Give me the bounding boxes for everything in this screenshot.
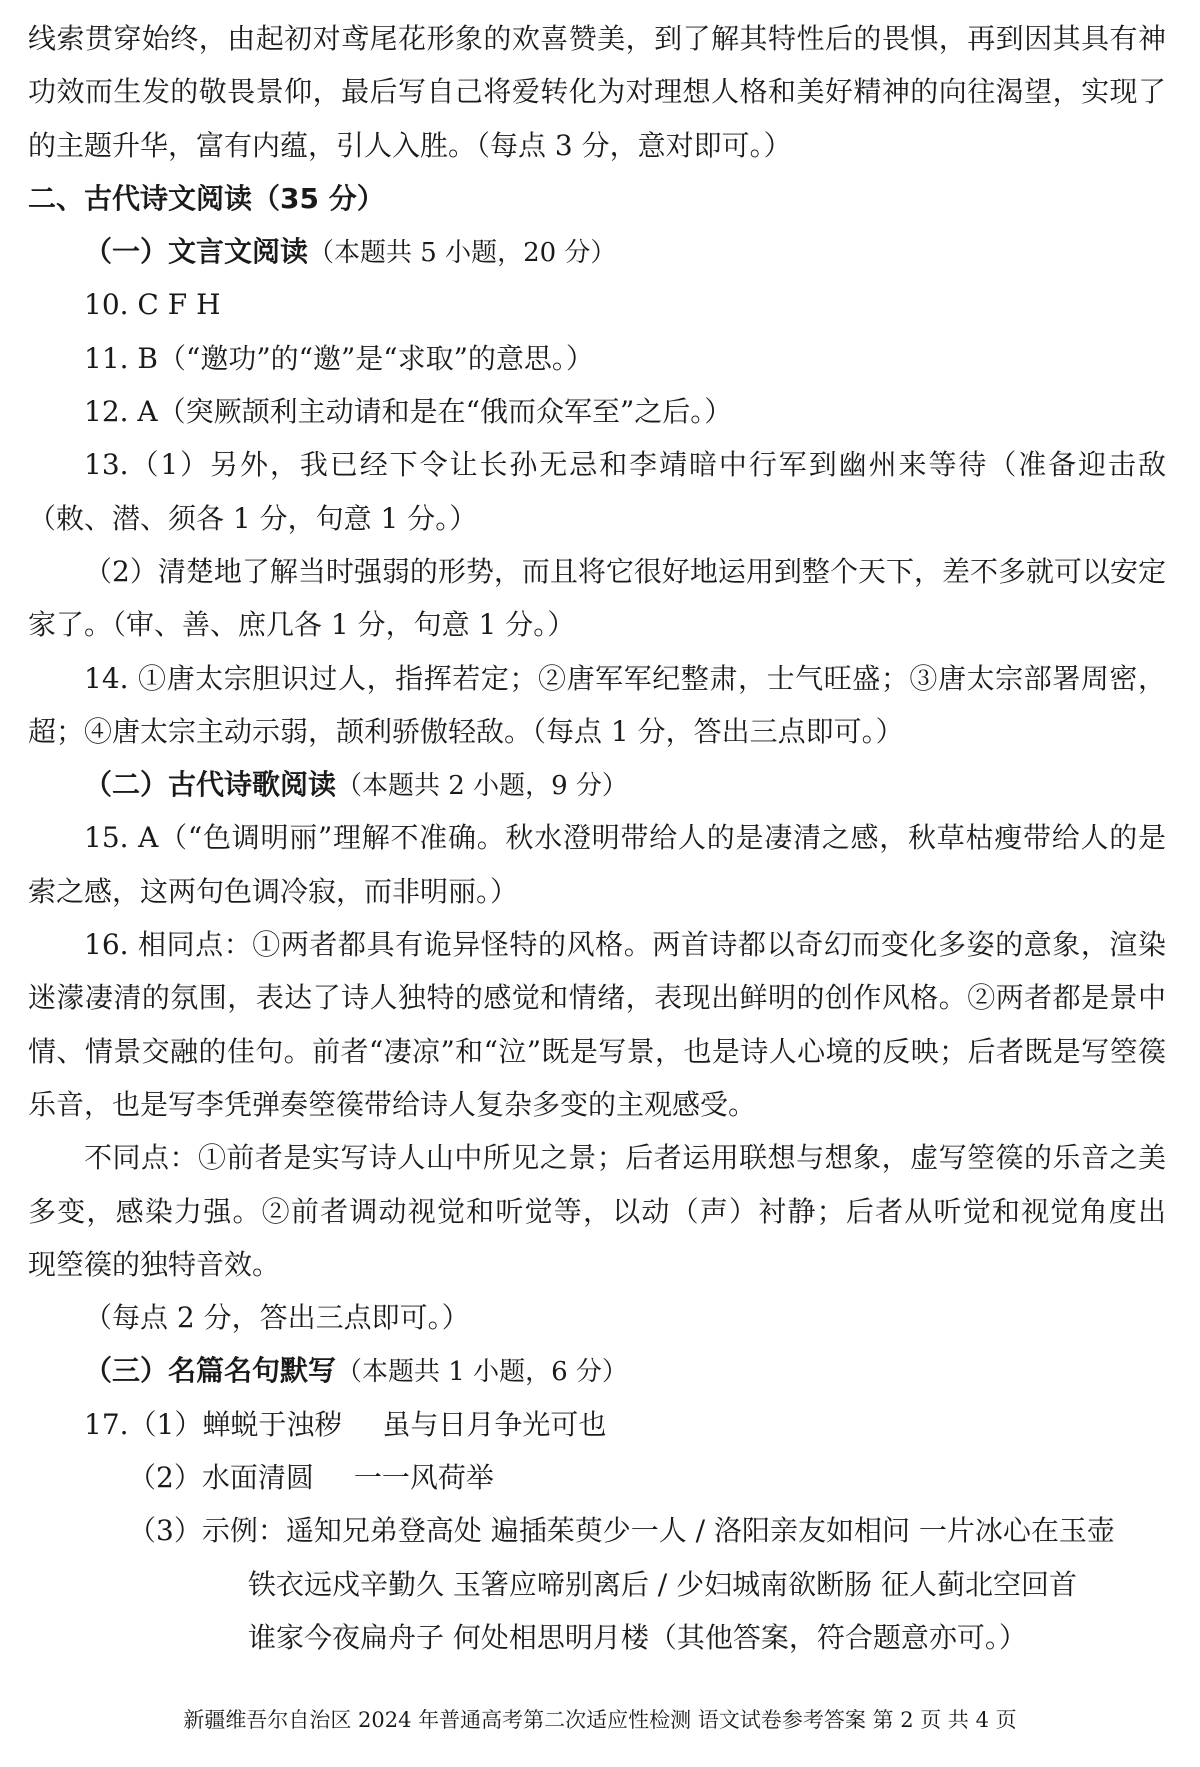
subsection-title: （二）古代诗歌阅读: [84, 768, 337, 802]
answer-line: [28, 1451, 1166, 1504]
answer-part: 虽与日月争光可也: [382, 1407, 607, 1441]
answer-line: 超；④唐太宗主动示弱，颉利骄傲轻敌。（每点 1 分，答出三点即可。）: [28, 714, 904, 748]
answer-line: [28, 1398, 1166, 1451]
text-line: 的主题升华，富有内蕴，引人入胜。（每点 3 分，意对即可。）: [28, 128, 792, 162]
answer-line: 14. ①唐太宗胆识过人，指挥若定；②唐军军纪整肃，士气旺盛；③唐太宗部署周密，: [84, 661, 1166, 695]
answer-line: 迷濛凄清的氛围，表达了诗人独特的感觉和情绪，表现出鲜明的创作风格。②两者都是景中: [28, 981, 1166, 1015]
subsection-note: （本题共 1 小题，6 分）: [336, 1357, 628, 1388]
page-footer: 新疆维吾尔自治区 2024 年普通高考第二次适应性检测 语文试卷参考答案 第 2 页 共 4 页: [183, 1708, 1017, 1732]
answer-line: 13.（1）另外，我已经下令让长孙无忌和李靖暗中行军到幽州来等待（准备迎击敌: [84, 448, 1166, 482]
answer-line: （3）示例：遥知兄弟登高处 遍插茱萸少一人 / 洛阳亲友如相问 一片冰心在玉壶: [128, 1514, 1115, 1548]
answer-line: 乐音，也是写李凭弹奏箜篌带给诗人复杂多变的主观感受。: [28, 1087, 757, 1121]
answer-line: （每点 2 分，答出三点即可。）: [84, 1301, 470, 1335]
answer-line: 家了。（审、善、庶几各 1 分，句意 1 分。）: [28, 608, 576, 642]
text-line: 线索贯穿始终，由起初对鸢尾花形象的欢喜赞美，到了解其特性后的畏惧，再到因其具有神: [28, 22, 1166, 55]
answer-line: 情、情景交融的佳句。前者“凄凉”和“泣”既是写景，也是诗人心境的反映；后者既是写箜篌: [28, 1034, 1166, 1068]
section-heading: 二、古代诗文阅读（35 分）: [28, 181, 385, 215]
answer-line: 索之感，这两句色调冷寂，而非明丽。）: [28, 874, 519, 908]
answer-line: 15. A（“色调明丽”理解不准确。秋水澄明带给人的是凄清之感，秋草枯瘦带给人的是: [84, 821, 1166, 855]
answer-part: （2）水面清圆: [128, 1461, 314, 1495]
subsection-note: （本题共 5 小题，20 分）: [308, 238, 617, 269]
answer-line: （敕、潜、须各 1 分，句意 1 分。）: [28, 501, 478, 535]
answer-part: 17.（1）蝉蜕于浊秽: [84, 1407, 343, 1441]
subsection-title: （三）名篇名句默写: [84, 1354, 337, 1388]
answer-part: 一一风荷举: [353, 1461, 494, 1495]
answer-line: 谁家今夜扁舟子 何处相思明月楼（其他答案，符合题意亦可。）: [248, 1620, 1027, 1654]
text-line: 功效而生发的敬畏景仰，最后写自己将爱转化为对理想人格和美好精神的向往渴望，实现了: [28, 75, 1166, 109]
subsection-heading: [28, 225, 1166, 278]
subsection-heading: [28, 758, 1166, 811]
answer-line: 不同点：①前者是实写诗人山中所见之景；后者运用联想与想象，虚写箜篌的乐音之美: [84, 1141, 1166, 1175]
answer-line: 16. 相同点：①两者都具有诡异怪特的风格。两首诗都以奇幻而变化多姿的意象，渲染: [84, 928, 1166, 962]
answer-line: 现箜篌的独特音效。: [28, 1247, 281, 1281]
answer-line: 12. A（突厥颉利主动请和是在“俄而众军至”之后。）: [84, 395, 733, 429]
subsection-note: （本题共 2 小题，9 分）: [336, 771, 628, 802]
answer-line: （2）清楚地了解当时强弱的形势，而且将它很好地运用到整个天下，差不多就可以安定: [84, 554, 1166, 588]
subsection-heading: [28, 1344, 1166, 1397]
answer-line: 铁衣远戍辛勤久 玉箸应啼别离后 / 少妇城南欲断肠 征人蓟北空回首: [248, 1567, 1078, 1601]
answer-line: 10. C F H: [84, 288, 221, 322]
answer-line: 多变，感染力强。②前者调动视觉和听觉等，以动（声）衬静；后者从听觉和视觉角度出: [28, 1194, 1166, 1228]
answer-line: 11. B（“邀功”的“邀”是“求取”的意思。）: [84, 341, 594, 375]
subsection-title: （一）文言文阅读: [84, 235, 309, 269]
